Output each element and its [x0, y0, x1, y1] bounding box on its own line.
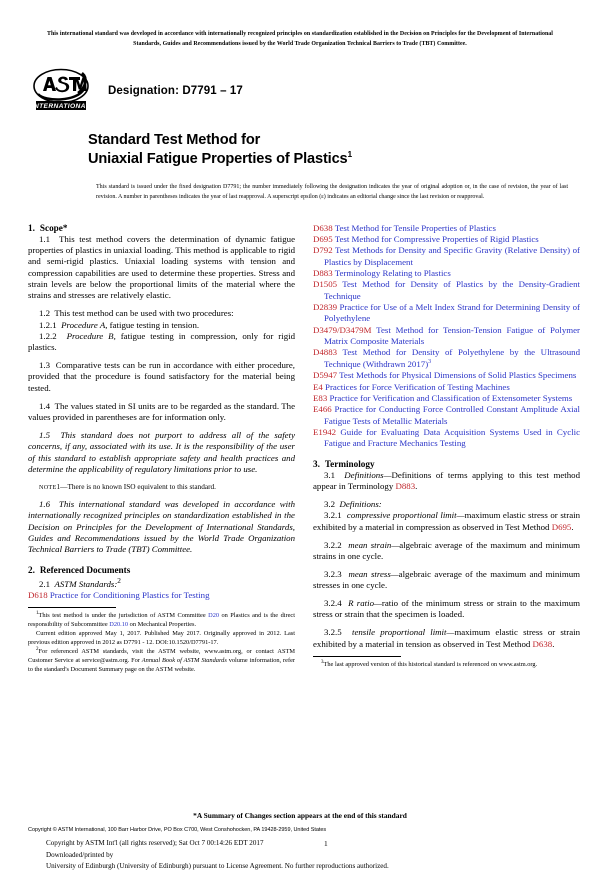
paragraph-1-3: 1.3 Comparative tests can be run in accordance with either procedure, provided that the procedure is found satisfactory for the material being tested.: [28, 360, 295, 393]
footnotes-left: [28, 611, 295, 674]
reference-item-d883[interactable]: D883 Terminology Relating to Plastics: [313, 267, 451, 278]
masthead: [28, 67, 572, 115]
paragraph-1-6: 1.6 This international standard was developed in accordance with internationally recognized principles on standardization established in the Decision on Principles for the Development of International Standards, Guides and Recommendations issued by the World Trade Organization Technical Barriers to Trade (TBT) Committee.: [28, 498, 296, 555]
reference-list-left: [28, 590, 295, 601]
inline-ref-d638[interactable]: D638: [532, 638, 553, 649]
title-footnote-marker: 1: [347, 149, 353, 160]
reference-item-d2839[interactable]: D2839 Practice for Use of a Melt Index Strand for Determining Density of Polyethylene: [313, 302, 580, 324]
page-number: 1: [324, 839, 328, 849]
inline-ref-d695[interactable]: D695: [551, 521, 572, 532]
section-number: 3.: [313, 458, 320, 469]
copyright-line: Copyright © ASTM International, 100 Barr Harbor Drive, PO Box C700, West Conshohocken, PA 19428-2959, United States: [28, 827, 327, 834]
footnote-divider: [28, 607, 116, 608]
download-license-block: [28, 838, 572, 872]
reference-number: D618: [28, 590, 48, 601]
license-line-1: Copyright by ASTM Int'l (all rights reserved); Sat Oct 7 00:14:26 EDT 2017: [46, 839, 264, 848]
reference-item-e466[interactable]: E466 Practice for Conducting Force Controlled Constant Amplitude Axial Fatigue Tests of Metallic Materials: [313, 404, 580, 426]
right-column: [313, 223, 580, 675]
svg-text:INTERNATIONAL: INTERNATIONAL: [32, 103, 90, 111]
summary-of-changes-note: *A Summary of Changes section appears at the end of this standard: [193, 811, 407, 821]
reference-item-d618[interactable]: [28, 590, 295, 601]
paragraph-1-5: 1.5 This standard does not purport to address all of the safety concerns, if any, associated with its use. It is the responsibility of the user of this standard to establish appropriate safety and health practices and determine the applicability of regulatory limitations prior to use.: [28, 429, 295, 474]
paragraph-3-2-2: 3.2.2 mean strain—algebraic average of the maximum and minimum strains in one cycle.: [313, 539, 581, 561]
tbt-notice: This international standard was developed in accordance with internationally recognized principles on standardization established in the Decision on Principles for the Development of International Standards, Guides and Recommendations issued by the World Trade Organization Technical Barriers to Trade (TBT) Committee.: [46, 31, 553, 47]
reference-title: Practice for Conditioning Plastics for Testing: [49, 590, 210, 601]
paragraph-1-2-1: 1.2.1 Procedure A, fatigue testing in tension.: [39, 319, 200, 330]
body-columns: [28, 222, 581, 675]
reference-item-e83[interactable]: E83 Practice for Verification and Classification of Extensometer Systems: [313, 392, 573, 403]
footnotes-right: [313, 660, 580, 669]
committee-link-d20[interactable]: D20: [208, 612, 220, 620]
section-title: Scope*: [39, 222, 68, 233]
astm-logo: [28, 67, 90, 115]
footnote-2: $^2$For referenced ASTM standards, visit the ASTM website, www.astm.org, or contact ASTM Customer Service at service@astm.org. For Annual Book of ASTM Standards volume information, refer to the standard's Document Summary page on the ASTM website.: [28, 647, 295, 674]
reference-list-right: [313, 223, 580, 450]
title-line-2: Uniaxial Fatigue Properties of Plastics$^1$: [88, 149, 353, 168]
document-page: [0, 30, 600, 880]
paragraph-2-1: 2.1 ASTM Standards:$^2$: [39, 575, 121, 589]
footnote-3: $^3$The last approved version of this historical standard is referenced on www.astm.org.: [321, 659, 538, 668]
reference-item-e4[interactable]: E4 Practices for Force Verification of Testing Machines: [313, 381, 510, 392]
page-footer: [0, 811, 600, 880]
footnote-1: $^1$This test method is under the jurisdiction of ASTM Committee D20 on Plastics and is the direct responsibility of Subcommittee D20.10 on Mechanical Properties.: [28, 611, 296, 629]
reference-item-d638[interactable]: D638 Test Method for Tensile Properties of Plastics: [313, 222, 496, 233]
paragraph-1-2: 1.2 This test method can be used with two procedures:: [39, 308, 234, 319]
section-heading-scope: [28, 223, 295, 233]
section-heading-terminology: [313, 459, 580, 469]
paragraph-3-2-1: 3.2.1 compressive proportional limit—maximum elastic stress or strain exhibited by a material in compression as observed in Test Method D695.: [313, 510, 581, 532]
license-line-2: Downloaded/printed by: [46, 850, 114, 859]
subcommittee-link-d2010[interactable]: D20.10: [109, 621, 129, 629]
astm-logo-icon: [32, 67, 90, 113]
paragraph-3-2-4: 3.2.4 R ratio—ratio of the minimum stress or strain to the maximum stress or strain that the specimen is loaded.: [313, 597, 580, 620]
paragraph-3-2: 3.2 Definitions:: [324, 498, 382, 509]
reference-item-d3479[interactable]: D3479/D3479M Test Method for Tension-Tension Fatigue of Polymer Matrix Composite Materials: [313, 324, 581, 347]
footnote-edition: Current edition approved May 1, 2017. Published May 2017. Originally approved in 2012. Last previous edition approved in 2012 as D7791 - 12. DOI:10.1520/D7791-17.: [28, 630, 295, 647]
paragraph-3-2-5: 3.2.5 tensile proportional limit—maximum elastic stress or strain exhibited by a material in tension as observed in Test Method D638.: [313, 627, 581, 649]
inline-ref-d883[interactable]: D883: [395, 481, 416, 492]
title-area: [28, 131, 572, 202]
page-title: [88, 131, 572, 170]
left-column: [28, 223, 295, 675]
section-number: 1.: [28, 222, 35, 233]
reference-item-d695[interactable]: D695 Test Method for Compressive Properties of Rigid Plastics: [313, 233, 539, 244]
reference-item-d4883[interactable]: D4883 Test Method for Density of Polyethylene by the Ultrasound Technique (Withdrawn 2017)$^3$: [313, 347, 580, 369]
reference-item-d1505[interactable]: D1505 Test Method for Density of Plastics by the Density-Gradient Technique: [313, 279, 580, 301]
section-heading-referenced-documents: [28, 565, 295, 575]
section-title: Referenced Documents: [39, 564, 131, 575]
paragraph-3-1: 3.1 Definitions—Definitions of terms applying to this test method appear in Terminology D883.: [313, 469, 580, 492]
footnote-divider-right: [313, 656, 401, 657]
reference-item-d792[interactable]: D792 Test Methods for Density and Specific Gravity (Relative Density) of Plastics by Displacement: [313, 245, 580, 267]
paragraph-1-2-2: 1.2.2 Procedure B, fatigue testing in compression, only for rigid plastics.: [28, 330, 295, 353]
section-number: 2.: [28, 564, 35, 575]
reference-item-d5947[interactable]: D5947 Test Methods for Physical Dimensions of Solid Plastics Specimens: [313, 370, 577, 381]
paragraph-1-1: 1.1 This test method covers the determination of dynamic fatigue properties of plastics in uniaxial loading. This method is applicable to rigid and semi-rigid plastics. Uniaxial loading systems with tension and compression capabilities are used to determine these properties. Stress and strain levels are below the proportional limits of the material where the strains and stresses are relatively elastic.: [28, 233, 296, 301]
issue-note: This standard is issued under the fixed designation D7791; the number immediately following the designation indicates the year of original adoption or, in the case of revision, the year of last revision. A number in parentheses indicates the year of last reapproval. A superscript epsilon (ε) indicates an editorial change since the last revision or reapproval.: [96, 183, 568, 200]
reference-item-e1942[interactable]: E1942 Guide for Evaluating Data Acquisition Systems Used in Cyclic Fatigue and Fracture Mechanics Testing: [313, 427, 580, 449]
designation: Designation: D7791 – 17: [108, 85, 243, 98]
paragraph-3-2-3: 3.2.3 mean stress—algebraic average of the maximum and minimum stresses in one cycle.: [313, 568, 580, 591]
license-line-3: University of Edinburgh (University of Edinburgh) pursuant to License Agreement. No further reproductions authorized.: [46, 861, 389, 870]
section-title: Terminology: [324, 458, 375, 469]
note-1: NOTE1—There is no known ISO equivalent to this standard.: [39, 482, 216, 492]
title-line-1: Standard Test Method for: [88, 132, 261, 149]
paragraph-1-4: 1.4 The values stated in SI units are to be regarded as the standard. The values provided in parentheses are for information only.: [28, 400, 295, 423]
